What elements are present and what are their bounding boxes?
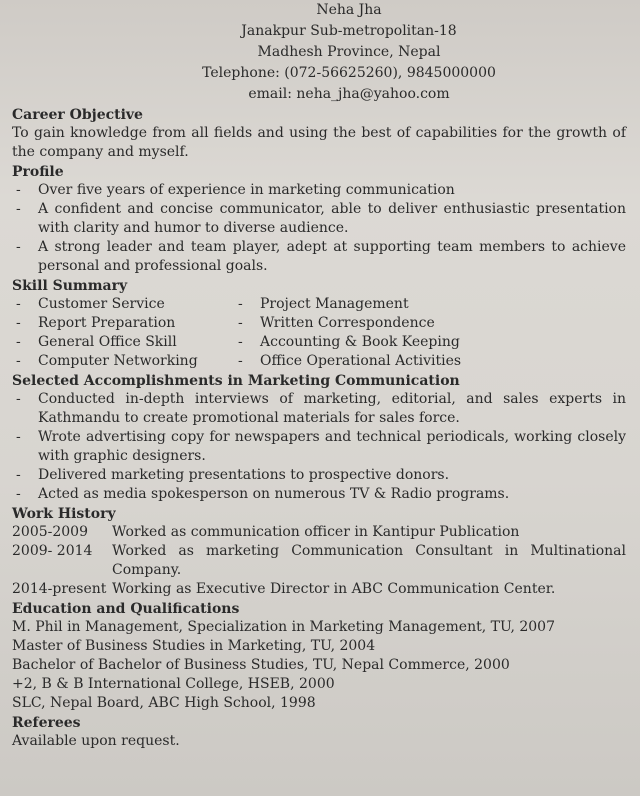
- list-item: - General Office Skill: [12, 333, 234, 352]
- list-item: Bachelor of Bachelor of Business Studies, TU, Nepal Commerce, 2000: [12, 657, 510, 673]
- skill-column-left: [12, 295, 234, 371]
- address-line-2: Madhesh Province, Nepal: [257, 44, 441, 60]
- profile-list: [12, 181, 626, 276]
- skill-summary: [12, 295, 626, 371]
- education-list: [12, 618, 626, 713]
- work-history-heading: Work History: [12, 506, 116, 522]
- work-period: 2009- 2014: [12, 543, 93, 559]
- list-item: - Project Management: [234, 295, 534, 314]
- list-item: - Computer Networking: [12, 352, 234, 371]
- accomplishments-list: [12, 390, 626, 504]
- applicant-name: Neha Jha: [316, 2, 382, 18]
- telephone: Telephone: (072-56625260), 9845000000: [202, 65, 496, 81]
- list-item: - Delivered marketing presentations to prospective donors.: [12, 466, 626, 485]
- career-objective-text: To gain knowledge from all fields and using the best of capabilities for the growth of the company and myself.: [12, 125, 626, 160]
- work-description: Working as Executive Director in ABC Communication Center.: [112, 581, 556, 597]
- list-item: +2, B & B International College, HSEB, 2000: [12, 676, 335, 692]
- list-item: SLC, Nepal Board, ABC High School, 1998: [12, 695, 316, 711]
- list-item: - Customer Service: [12, 295, 234, 314]
- work-description: Worked as marketing Communication Consultant in Multinational Company.: [112, 543, 626, 578]
- career-objective-heading: Career Objective: [12, 107, 143, 123]
- list-item: - Conducted in-depth interviews of marketing, editorial, and sales experts in Kathmandu to create promotional materials for sales force.: [12, 390, 626, 428]
- work-period: 2014-present: [12, 581, 107, 597]
- work-history: [12, 523, 626, 599]
- skill-summary-heading: Skill Summary: [12, 278, 128, 294]
- referees-text: Available upon request.: [12, 733, 180, 749]
- list-item: - A confident and concise communicator, able to deliver enthusiastic presentation with clarity and humor to diverse audience.: [12, 200, 626, 238]
- list-item: - Written Correspondence: [234, 314, 534, 333]
- profile-heading: Profile: [12, 164, 64, 180]
- skill-column-right: [234, 295, 534, 371]
- accomplishments-heading: Selected Accomplishments in Marketing Communication: [12, 373, 460, 389]
- list-item: Master of Business Studies in Marketing, TU, 2004: [12, 638, 376, 654]
- list-item: - Over five years of experience in marketing communication: [12, 181, 626, 200]
- contact-header: [72, 0, 626, 105]
- education-heading: Education and Qualifications: [12, 601, 240, 617]
- list-item: - Wrote advertising copy for newspapers and technical periodicals, working closely with graphic designers.: [12, 428, 626, 466]
- list-item: - Office Operational Activities: [234, 352, 534, 371]
- work-description: Worked as communication officer in Kantipur Publication: [112, 524, 520, 540]
- work-period: 2005-2009: [12, 524, 88, 540]
- email: email: neha_jha@yahoo.com: [248, 86, 450, 102]
- list-item: - Acted as media spokesperson on numerous TV & Radio programs.: [12, 485, 626, 504]
- list-item: - Accounting & Book Keeping: [234, 333, 534, 352]
- referees-heading: Referees: [12, 715, 81, 731]
- list-item: - A strong leader and team player, adept at supporting team members to achieve personal and professional goals.: [12, 238, 626, 276]
- list-item: - Report Preparation: [12, 314, 234, 333]
- list-item: M. Phil in Management, Specialization in Marketing Management, TU, 2007: [12, 619, 555, 635]
- address-line-1: Janakpur Sub-metropolitan-18: [241, 23, 457, 39]
